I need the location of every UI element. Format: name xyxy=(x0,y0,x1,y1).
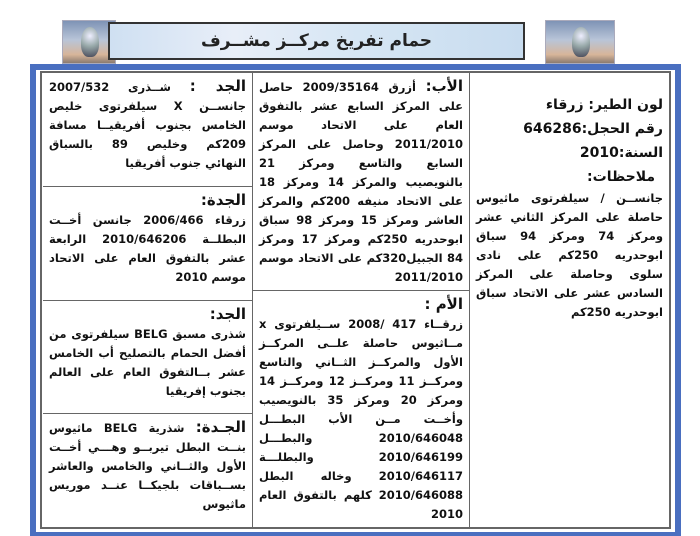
maternal-grandmother-cell xyxy=(43,413,252,527)
mother-cell xyxy=(253,290,469,527)
notes-label: ملاحظات: xyxy=(587,169,655,185)
paternal-grandfather-cell xyxy=(43,73,252,186)
bird-year: السنة:2010 xyxy=(579,145,663,161)
parents-column xyxy=(252,73,469,527)
pat-grandfather-label: الجد : xyxy=(189,77,246,95)
page-title: حمام تفريخ مركــز مشــرف xyxy=(108,22,525,60)
pedigree-table xyxy=(40,71,671,529)
mat-grandmother-label: الجـدة: xyxy=(195,418,246,437)
mother-text: زرقــاء 417 /2008 ســيلفرتوى x مــاثيوس حاصلة علــى المركــز الأول والمركــز الثــاني والتاسع ومركــز 11 ومركــز 12 ومركــز 14 ومركز 20 ومركز 35 بالنويصيب وأخــت مــن الأب البطـــل 2010/646048 والبطـــل 2010/646199 والبطلـــة 2010/646117 وخاله البطل 2010/646088 كلهم بالتفوق العام 2010 xyxy=(259,317,463,521)
mat-grandmother-text: شذرية BELG ماثيوس بنــت البطل تيربــو وهـــي أخــت الأول والثــاني والخامس والعاشر بســباقات بلجيكــا عنــد موريس ماثيوس xyxy=(49,421,246,512)
grandparents-column xyxy=(43,73,252,527)
pat-grandmother-label: الجدة: xyxy=(200,190,246,209)
paternal-grandmother-cell xyxy=(43,186,252,300)
bird-info xyxy=(470,73,669,325)
pedigree-frame xyxy=(30,64,681,536)
bird-color: لون الطير: زرقاء xyxy=(545,97,663,113)
pigeon-photo-right xyxy=(545,20,615,64)
pat-grandfather-text: شــذرى 2007/532 جانســن X سيلفرتوى خليص الخامس بجنوب أفريقيــا مسافة 209كم وخليص 89 بالسباق النهائي جنوب أفريقيا xyxy=(49,80,247,170)
bird-notes: جانســن / سيلفرتوى ماثيوس حاصلة على المركز الثاني عشر ومركز 74 ومركز 94 سباق ابوحدريه 250كم على نادى سلوى وحاصلة على المركز السادس عشر على الاتحاد سباق ابوحدريه 250كم xyxy=(476,191,663,319)
mat-grandfather-label: الجد: xyxy=(209,304,246,323)
pigeon-icon xyxy=(572,27,590,57)
mother-label: الأم : xyxy=(424,295,463,313)
father-cell xyxy=(253,73,469,290)
mat-grandfather-text: شذرى مسبق BELG سيلفرتوى من أفضل الحمام بالتصليح أب الخامس عشر بــالتفوق العام على العالم بجنوب إفريقيا xyxy=(49,326,246,398)
father-label: الأب: xyxy=(425,77,463,95)
father-text: أزرق 2009/35164 حاصل على المركز السابع عشر بالتفوق العام على الاتحاد موسم 2011/2010 وحاصل على المركز السابع والتاسع ومركز 21 بالنويصيب والمركز 14 ومركز 18 على الاتحاد منيفه 200كم والمركز العاشر ومركز 15 ومركز 98 سباق ابوحدريه 250كم ومركز 17 ومركز 84 الجبيل320كم على الاتحاد موسم 2011/2010 xyxy=(259,80,463,284)
pigeon-icon xyxy=(81,27,99,57)
maternal-grandfather-cell xyxy=(43,300,252,414)
pat-grandmother-text: زرقاء 2006/466 جانسن أخــت البطلــة 2010/646206 الرابعة عشر بالتفوق العام على الاتحاد موسم 2010 xyxy=(49,212,246,284)
bird-ring: رقم الحجل:646286 xyxy=(523,121,663,137)
bird-column xyxy=(469,73,669,527)
